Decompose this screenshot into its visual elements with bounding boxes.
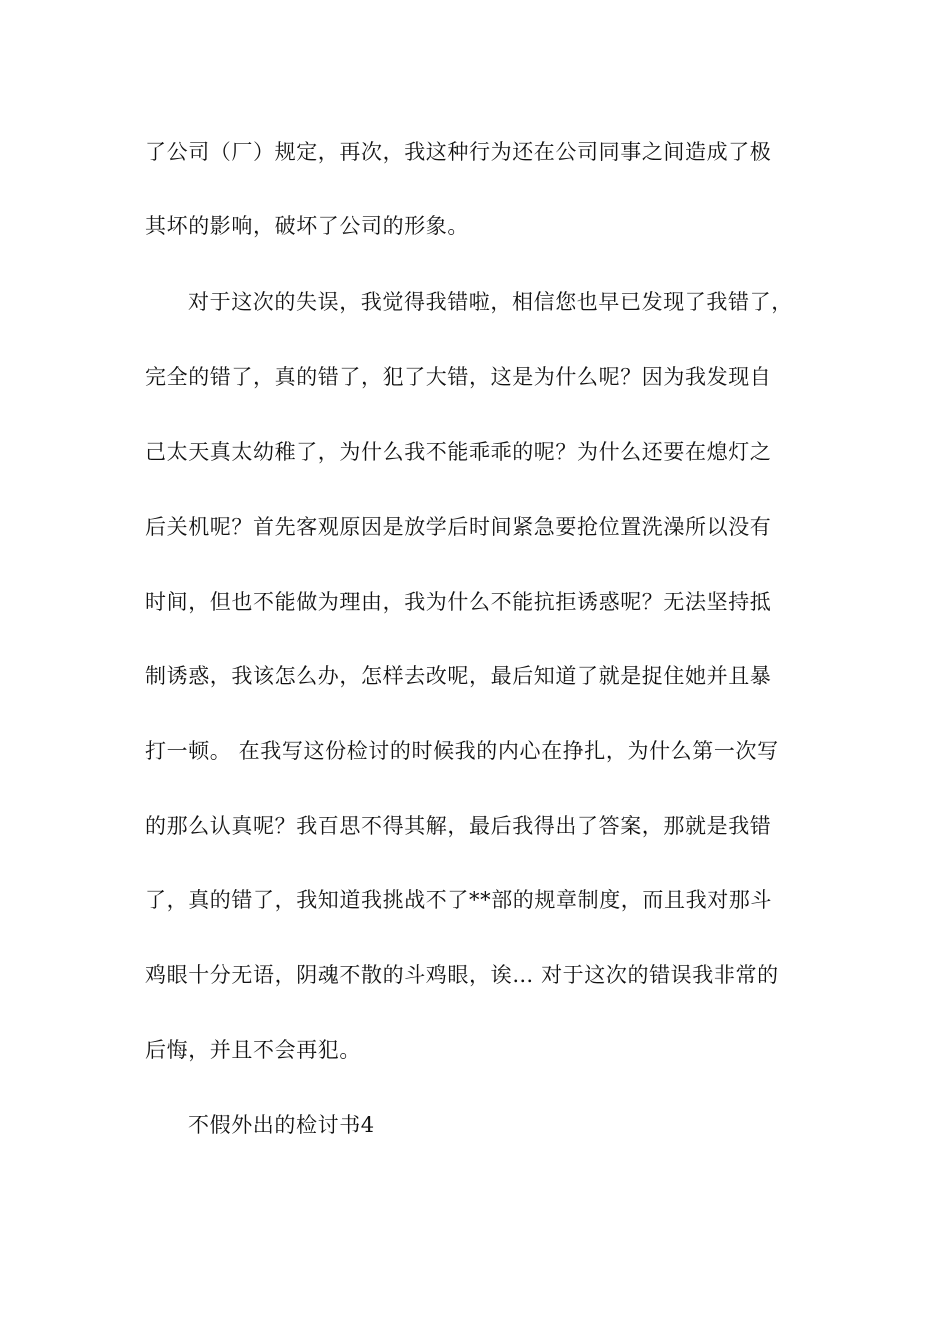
text-line-12: 鸡眼十分无语，阴魂不散的斗鸡眼，诶… 对于这次的错误我非常的 (145, 963, 779, 987)
text-line-9: 打一顿。 在我写这份检讨的时候我的内心在挣扎，为什么第一次写 (145, 739, 779, 763)
text-line-11: 了，真的错了，我知道我挑战不了**部的规章制度，而且我对那斗 (145, 888, 772, 912)
text-line-6: 后关机呢？首先客观原因是放学后时间紧急要抢位置洗澡所以没有 (145, 515, 772, 539)
text-line-7: 时间，但也不能做为理由，我为什么不能抗拒诱惑呢？无法坚持抵 (145, 590, 772, 614)
text-line-5: 己太天真太幼稚了，为什么我不能乖乖的呢？为什么还要在熄灯之 (145, 440, 772, 464)
section-heading: 不假外出的检讨书4 (188, 1113, 375, 1137)
text-line-1: 了公司（厂）规定，再次，我这种行为还在公司同事之间造成了极 (145, 140, 772, 164)
text-line-2: 其坏的影响，破坏了公司的形象。 (145, 214, 469, 238)
paragraph-start-line: 对于这次的失误，我觉得我错啦，相信您也早已发现了我错了， (188, 290, 793, 314)
text-line-8: 制诱惑，我该怎么办，怎样去改呢，最后知道了就是捉住她并且暴 (145, 664, 772, 688)
text-line-4: 完全的错了，真的错了，犯了大错，这是为什么呢？因为我发现自 (145, 365, 772, 389)
text-line-13: 后悔，并且不会再犯。 (145, 1038, 361, 1062)
text-line-10: 的那么认真呢？我百思不得其解，最后我得出了答案，那就是我错 (145, 814, 772, 838)
